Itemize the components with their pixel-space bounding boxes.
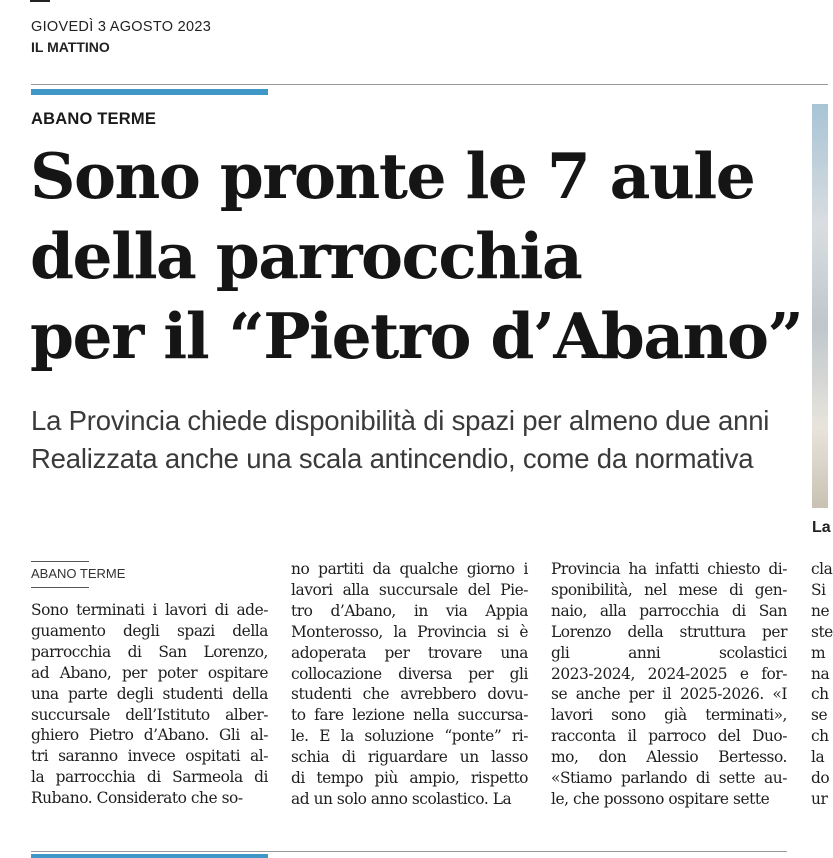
issue-date: GIOVEDÌ 3 AGOSTO 2023	[31, 19, 212, 35]
body-text-line: una parte degli studenti della	[31, 684, 268, 703]
body-text-line: le. E la soluzione “ponte” ri-	[291, 727, 528, 746]
body-text-line: cla	[811, 560, 833, 578]
body-text-line: m	[811, 643, 826, 662]
body-text-line: se anche per il 2025-2026. «I	[551, 685, 787, 704]
bottom-divider	[31, 851, 787, 852]
headline-line: Sono pronte le 7 aule	[30, 139, 755, 213]
section-rule	[31, 561, 89, 562]
bottom-accent-bar	[31, 854, 268, 858]
body-text-line: ghiero Pietro d’Abano. Gli al-	[31, 726, 268, 745]
body-text-line: to fare lezione nella succursa-	[291, 706, 528, 725]
header-rule	[30, 0, 50, 2]
body-text-line: na	[811, 664, 830, 683]
top-accent-bar	[31, 89, 268, 95]
body-text-line: Sono terminati i lavori di ade-	[31, 601, 268, 619]
body-text-line: tro d’Abano, in via Appia	[291, 601, 528, 620]
article-headline	[30, 136, 820, 376]
body-text-line: ste	[811, 622, 833, 641]
article-kicker: ABANO TERME	[31, 110, 157, 128]
top-divider	[31, 84, 828, 85]
body-text-line: Lorenzo della struttura per	[551, 622, 787, 641]
body-text-line: ad un solo anno scolastico. La	[291, 789, 512, 808]
body-text-line: Monterosso, la Provincia si è	[291, 622, 528, 641]
headline-line: per il “Pietro d’Abano”	[30, 299, 803, 373]
body-text-line: Provincia ha infatti chiesto di-	[551, 560, 787, 578]
body-text-line: ne	[811, 601, 830, 620]
body-text-line: la	[811, 748, 825, 767]
body-text-line: gli anni scolastici	[551, 643, 787, 662]
body-text-line: tri saranno invece ospitati al-	[31, 747, 268, 766]
body-text-line: ur	[811, 789, 828, 808]
body-text-line: sponibilità, nel mese di gen-	[551, 580, 787, 599]
subhead-line: Realizzata anche una scala antincendio, come da normativa	[31, 443, 754, 474]
body-column-1	[31, 600, 268, 809]
body-text-line: lavori sono già terminati»,	[551, 706, 787, 725]
photo-caption: La	[812, 519, 831, 536]
body-text-line: ch	[811, 727, 829, 746]
body-text-line: ch	[811, 685, 829, 704]
body-text-line: 2023-2024, 2024-2025 e for-	[551, 664, 787, 683]
body-column-3	[551, 559, 787, 810]
body-text-line: se	[811, 706, 828, 725]
body-text-line: succursale dell’Istituto alber-	[31, 705, 268, 724]
section-rule	[31, 587, 89, 588]
body-text-line: Si	[811, 580, 826, 599]
body-text-line: «Stiamo parlando di sette au-	[551, 769, 787, 788]
body-text-line: guamento degli spazi della	[31, 621, 268, 640]
body-text-line: parrocchia di San Lorenzo,	[31, 642, 268, 661]
body-text-line: schia di riguardare un lasso	[291, 748, 528, 767]
headline-line: della parrocchia	[30, 219, 582, 293]
article-subhead	[31, 402, 821, 478]
body-text-line: le, che possono ospitare sette	[551, 789, 770, 808]
body-text-line: collocazione diversa per gli	[291, 664, 528, 683]
article-photo	[812, 104, 828, 508]
body-text-line: di tempo più ampio, rispetto	[291, 769, 528, 788]
body-text-line: naio, alla parrocchia di San	[551, 601, 787, 620]
section-label: ABANO TERME	[31, 566, 126, 581]
body-text-line: no partiti da qualche giorno i	[291, 560, 528, 578]
subhead-line: La Provincia chiede disponibilità di spazi per almeno due anni	[31, 405, 770, 436]
body-text-line: Rubano. Considerato che so-	[31, 789, 243, 808]
body-text-line: do	[811, 769, 830, 788]
body-text-line: adoperata per trovare una	[291, 643, 528, 662]
body-text-line: ad Abano, per poter ospitare	[31, 663, 268, 682]
body-text-line: la parrocchia di Sarmeola di	[31, 768, 268, 787]
body-column-2	[291, 559, 528, 810]
body-text-line: studenti che avrebbero dovu-	[291, 685, 528, 704]
body-text-line: mo, don Alessio Bertesso.	[551, 748, 787, 767]
newspaper-name: IL MATTINO	[31, 39, 110, 55]
body-text-line: racconta il parroco del Duo-	[551, 727, 787, 746]
body-text-line: lavori alla succursale del Pie-	[291, 580, 528, 599]
body-column-4	[811, 559, 833, 810]
